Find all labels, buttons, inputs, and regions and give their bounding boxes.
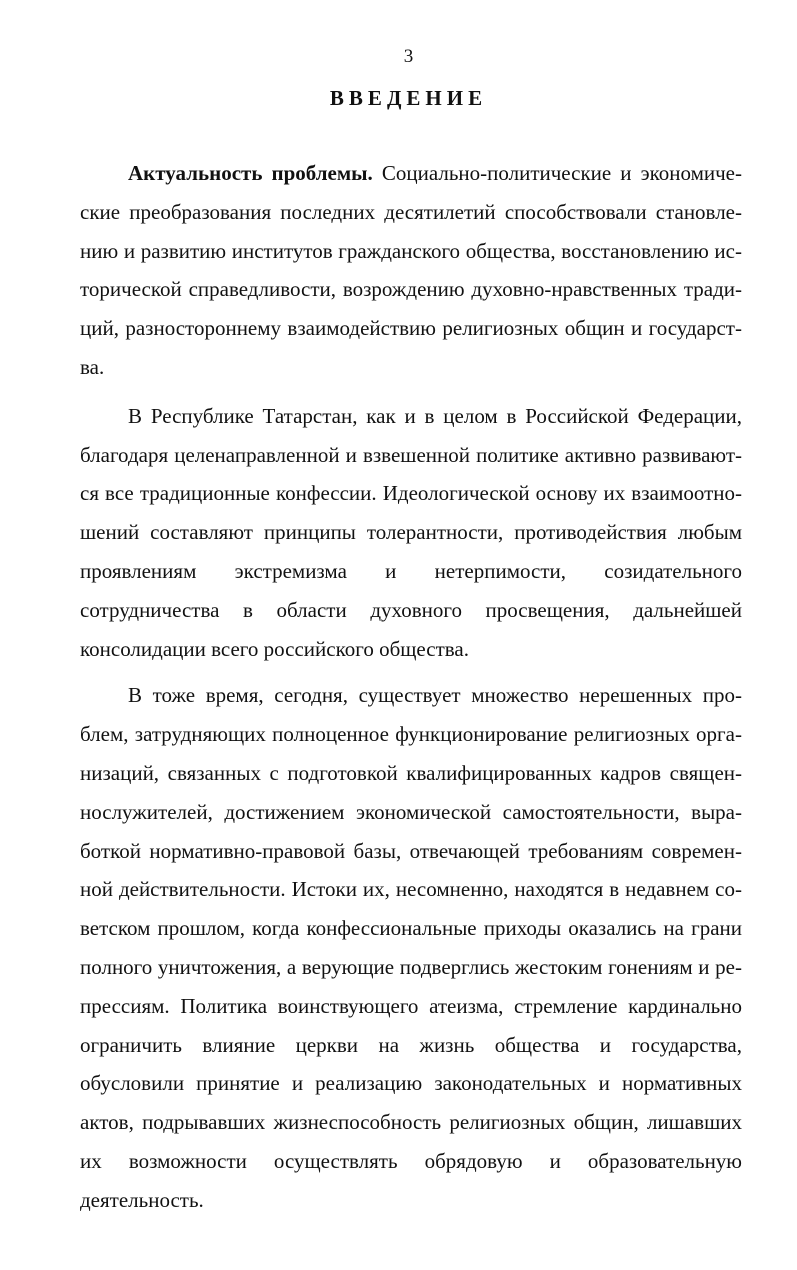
paragraph-lead: Актуальность проблемы. — [128, 161, 373, 185]
paragraph-tatarstan: В Республике Татарстан, как и в целом в Российской Федерации, благодаря целенаправленной и взвешенной политике активно развиваются все традиционные конфессии. Идеологической основу их взаимоотношений составляют принципы толерантности, противодействия любым проявлениям экстремизма и нетерпимости, созидательного сотрудничества в области духовного просвещения, дальнейшей консолидации всего российского общества. — [80, 403, 742, 661]
section-heading: ВВЕДЕНИЕ — [329, 86, 488, 110]
paragraph-text: Социально-политические и экономические преобразования последних десятилетий способствовали становлению и развитию институтов гражданского общества, восстановлению исторической справедливости, возрождению духовно-нравственных традиций, разностороннему взаимодействию религиозных общин и государства. — [80, 161, 742, 379]
paragraph-relevance — [80, 154, 742, 387]
body-text — [80, 154, 742, 1230]
page-number: 3 — [403, 46, 414, 67]
paragraph-problems: В тоже время, сегодня, существует множество нерешенных проблем, затрудняющих полноценное функционирование религиозных организаций, связанных с подготовкой квалифицированных кадров священнослужителей, достижением экономической самостоятельности, выработкой нормативно-правовой базы, отвечающей требованиям современной действительности. Истоки их, несомненно, находятся в недавнем советском прошлом, когда конфессиональные приходы оказались на грани полного уничтожения, а верующие подверглись жестоким гонениям и репрессиям. Политика воинствующего атеизма, стремление кардинально ограничить влияние церкви на жизнь общества и государства, обусловили принятие и реализацию законодательных и нормативных актов, подрывавших жизнеспособность религиозных общин, лишавших их возможности осуществлять обрядовую и образовательную деятельность. — [80, 683, 742, 1212]
